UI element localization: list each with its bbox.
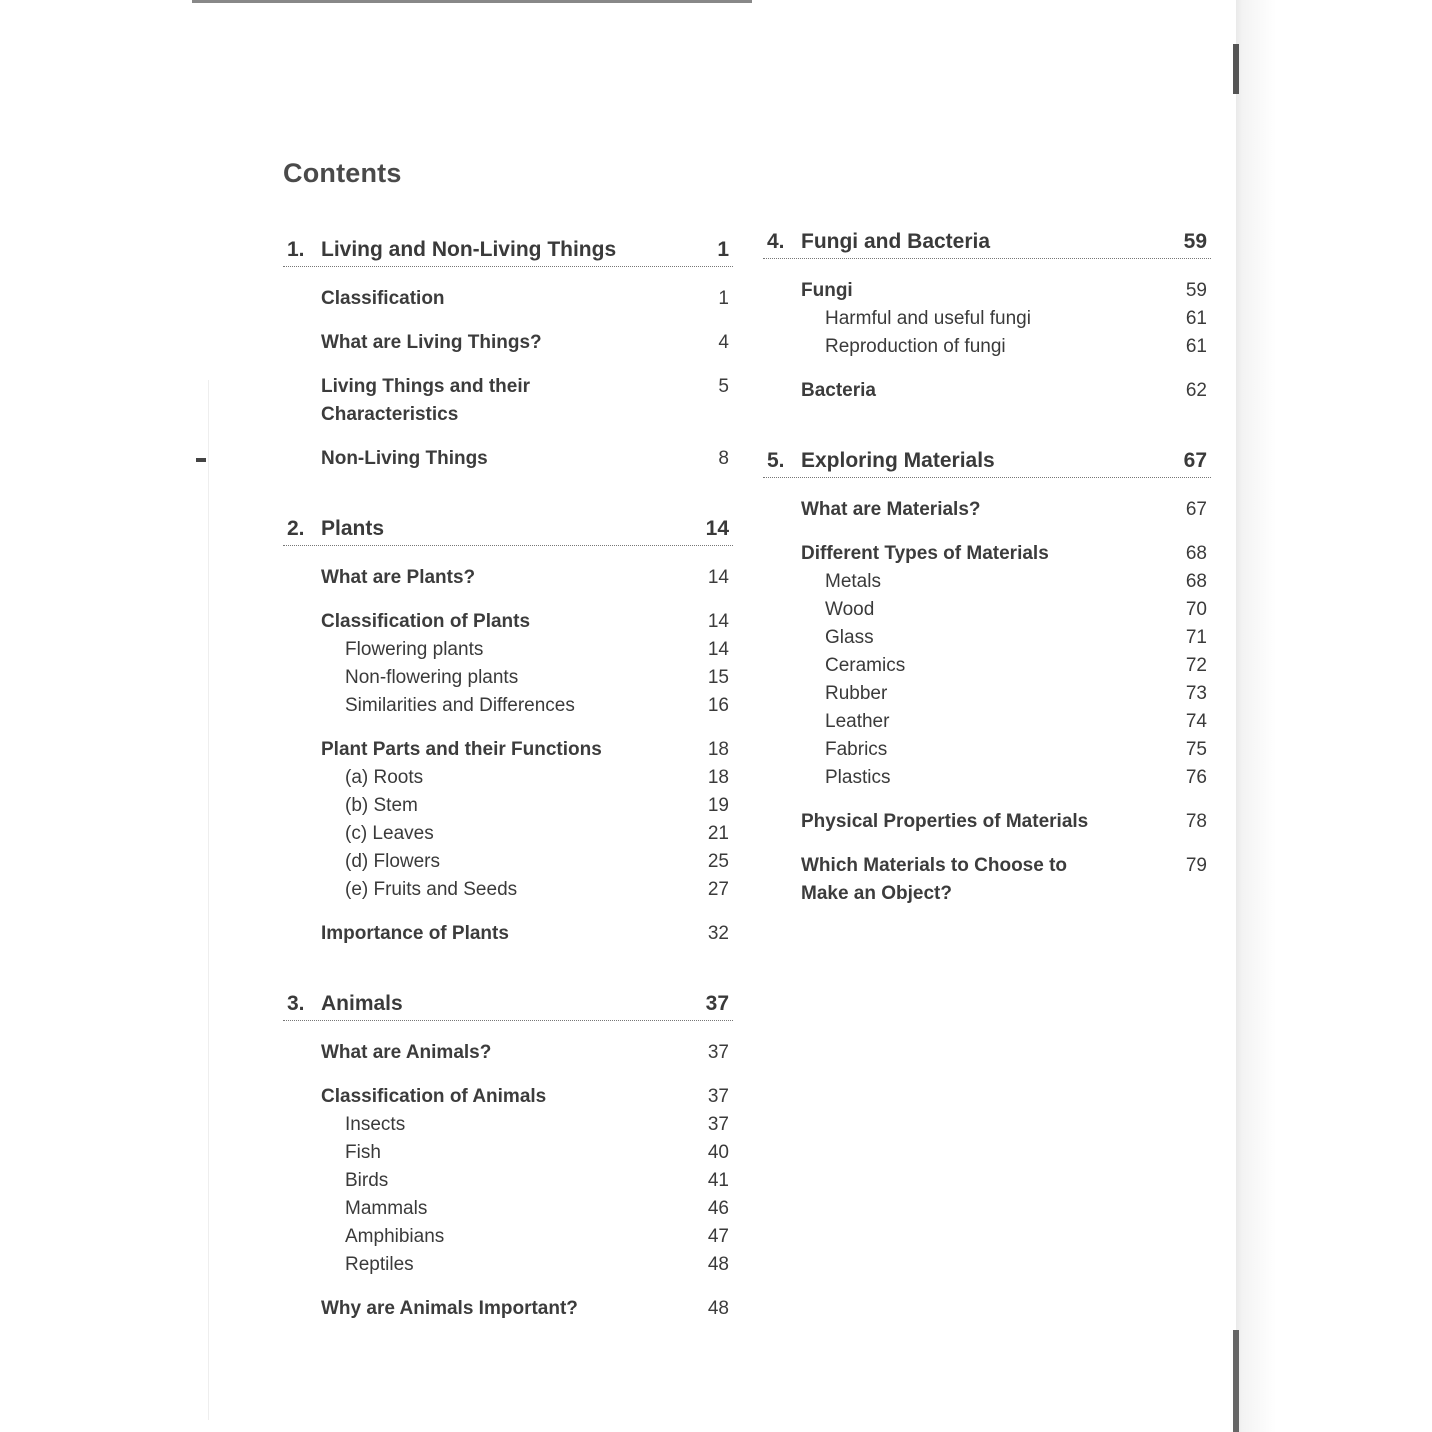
subtopic-label: Rubber [825,683,888,704]
subtopic-label: Non-flowering plants [345,667,519,688]
topic-page-number: 48 [707,1298,729,1319]
chapter-topics [763,478,1211,908]
topic-label: Classification [321,288,445,309]
subtopic-entry[interactable] [763,680,1211,708]
topic-page-number: 37 [707,1086,729,1107]
book-spine-shadow-top [1233,44,1239,94]
chapter-page-number: 14 [705,517,729,540]
scan-top-rule [192,0,752,3]
subtopic-page-number: 61 [1185,308,1207,329]
subtopic-page-number: 16 [707,695,729,716]
toc-topic [763,377,1211,405]
topic-page-number: 14 [707,611,729,632]
topic-entry[interactable] [283,1083,733,1111]
subtopic-entry[interactable] [763,764,1211,792]
topic-entry[interactable] [283,1039,733,1067]
subtopic-page-number: 40 [707,1142,729,1163]
subtopic-label: Plastics [825,767,891,788]
topic-page-number: 8 [718,448,729,469]
toc-chapter [283,238,733,473]
topic-entry[interactable] [283,1295,733,1323]
chapter-page-number: 1 [717,238,729,261]
subtopic-entry[interactable] [283,1223,733,1251]
subtopic-page-number: 68 [1185,571,1207,592]
chapter-number: 2. [287,517,305,540]
subtopic-label: Metals [825,571,881,592]
topic-label: Which Materials to Choose to Make an Object? [801,855,1068,904]
subtopic-label: Reproduction of fungi [825,336,1006,357]
subtopic-entry[interactable] [283,664,733,692]
subtopic-page-number: 47 [707,1226,729,1247]
chapter-name: Plants [321,517,385,540]
chapter-name: Exploring Materials [801,449,995,472]
topic-entry[interactable] [283,329,733,357]
topic-page-number: 79 [1185,855,1207,876]
subtopic-label: (d) Flowers [345,851,441,872]
subtopic-page-number: 46 [707,1198,729,1219]
toc-topic [283,608,733,720]
subtopic-entry[interactable] [283,636,733,664]
subtopic-entry[interactable] [283,792,733,820]
subtopic-page-number: 61 [1185,336,1207,357]
toc-topic [283,920,733,948]
chapter-number: 5. [767,449,785,472]
subtopic-label: Similarities and Differences [345,695,575,716]
subtopic-label: (b) Stem [345,795,418,816]
topic-page-number: 1 [718,288,729,309]
chapter-topics [763,259,1211,405]
subtopic-label: Harmful and useful fungi [825,308,1031,329]
chapter-title-group [287,238,616,262]
chapter-page-number: 59 [1183,230,1207,253]
subtopic-entry[interactable] [763,333,1211,361]
toc-topic [763,852,1211,908]
chapter-page-number: 67 [1183,449,1207,472]
chapter-topics [283,267,733,473]
subtopic-entry[interactable] [283,692,733,720]
chapter-number: 4. [767,230,785,253]
chapter-heading[interactable] [283,517,733,546]
toc-topic [283,1039,733,1067]
toc-topic [283,373,733,429]
subtopic-entry[interactable] [283,1251,733,1279]
chapter-title-group [767,230,990,254]
book-spine-shadow-bottom [1233,1330,1239,1432]
subtopic-entry[interactable] [283,876,733,904]
subtopic-entry[interactable] [283,820,733,848]
topic-label: Physical Properties of Materials [801,811,1089,832]
toc-left-column [283,238,733,1367]
topic-label: What are Materials? [801,499,981,520]
topic-label: What are Plants? [321,567,476,588]
toc-topic [283,329,733,357]
subtopic-page-number: 72 [1185,655,1207,676]
topic-label: What are Living Things? [321,332,542,353]
topic-page-number: 59 [1185,280,1207,301]
topic-entry[interactable] [763,377,1211,405]
subtopic-page-number: 73 [1185,683,1207,704]
subtopic-label: Ceramics [825,655,906,676]
subtopic-label: Wood [825,599,875,620]
toc-right-column [763,230,1211,952]
topic-label: What are Animals? [321,1042,492,1063]
subtopic-entry[interactable] [283,1167,733,1195]
toc-topic [763,277,1211,361]
subtopic-label: Reptiles [345,1254,414,1275]
subtopic-page-number: 18 [707,767,729,788]
subtopic-entry[interactable] [283,1111,733,1139]
topic-page-number: 67 [1185,499,1207,520]
subtopic-entry[interactable] [283,764,733,792]
chapter-topics [283,1021,733,1323]
subtopic-entry[interactable] [763,652,1211,680]
topic-page-number: 32 [707,923,729,944]
topic-page-number: 5 [718,376,729,397]
subtopic-entry[interactable] [763,305,1211,333]
toc-topic [283,285,733,313]
chapter-heading[interactable] [763,449,1211,478]
toc-chapter [283,992,733,1323]
topic-label: Importance of Plants [321,923,509,944]
topic-entry[interactable] [283,564,733,592]
chapter-number: 1. [287,238,305,261]
subtopic-label: (a) Roots [345,767,424,788]
topic-label: Living Things and their Characteristics [321,376,530,425]
subtopic-entry[interactable] [283,1195,733,1223]
chapter-title-group [767,449,995,473]
subtopic-page-number: 41 [707,1170,729,1191]
topic-page-number: 14 [707,567,729,588]
book-page-edge [1236,0,1432,1432]
topic-entry[interactable] [763,496,1211,524]
chapter-heading[interactable] [763,230,1211,259]
subtopic-page-number: 74 [1185,711,1207,732]
subtopic-label: Flowering plants [345,639,484,660]
topic-page-number: 78 [1185,811,1207,832]
subtopic-label: Birds [345,1170,389,1191]
subtopic-page-number: 25 [707,851,729,872]
scan-faint-line [208,380,209,1420]
subtopic-entry[interactable] [283,848,733,876]
topic-label: Why are Animals Important? [321,1298,578,1319]
topic-label: Classification of Plants [321,611,531,632]
subtopic-page-number: 14 [707,639,729,660]
topic-page-number: 4 [718,332,729,353]
topic-label: Different Types of Materials [801,543,1049,564]
subtopic-label: (e) Fruits and Seeds [345,879,518,900]
topic-entry[interactable] [763,277,1211,305]
chapter-heading[interactable] [283,238,733,267]
topic-entry[interactable] [283,285,733,313]
toc-topic [283,736,733,904]
chapter-name: Living and Non-Living Things [321,238,617,261]
topic-entry[interactable] [763,540,1211,568]
topic-entry[interactable] [283,373,733,429]
toc-topic [283,1083,733,1279]
subtopic-entry[interactable] [283,1139,733,1167]
chapter-heading[interactable] [283,992,733,1021]
subtopic-label: Leather [825,711,890,732]
chapter-name: Fungi and Bacteria [801,230,991,253]
topic-entry[interactable] [763,808,1211,836]
topic-entry[interactable] [763,852,1211,908]
subtopic-page-number: 71 [1185,627,1207,648]
subtopic-page-number: 75 [1185,739,1207,760]
chapter-title-group [287,992,403,1016]
subtopic-label: Insects [345,1114,406,1135]
contents-title: Contents [283,158,402,188]
chapter-topics [283,546,733,948]
toc-topic [763,808,1211,836]
topic-label: Classification of Animals [321,1086,547,1107]
topic-label: Fungi [801,280,853,301]
chapter-page-number: 37 [705,992,729,1015]
subtopic-page-number: 19 [707,795,729,816]
subtopic-page-number: 70 [1185,599,1207,620]
topic-entry[interactable] [283,736,733,764]
subtopic-label: Fabrics [825,739,888,760]
topic-entry[interactable] [283,920,733,948]
chapter-number: 3. [287,992,305,1015]
chapter-name: Animals [321,992,403,1015]
toc-topic [283,564,733,592]
topic-page-number: 68 [1185,543,1207,564]
subtopic-page-number: 48 [707,1254,729,1275]
toc-chapter [283,517,733,948]
topic-label: Bacteria [801,380,876,401]
topic-page-number: 37 [707,1042,729,1063]
toc-chapter [763,230,1211,405]
scan-margin-mark [196,458,206,462]
toc-topic [763,496,1211,524]
toc-topic [283,445,733,473]
toc-chapter [763,449,1211,908]
chapter-title-group [287,517,384,541]
subtopic-page-number: 15 [707,667,729,688]
subtopic-label: (c) Leaves [345,823,434,844]
topic-page-number: 62 [1185,380,1207,401]
topic-entry[interactable] [283,608,733,636]
subtopic-label: Glass [825,627,874,648]
toc-topic [283,1295,733,1323]
subtopic-entry[interactable] [763,624,1211,652]
topic-label: Plant Parts and their Functions [321,739,602,760]
subtopic-label: Amphibians [345,1226,445,1247]
subtopic-page-number: 37 [707,1114,729,1135]
subtopic-entry[interactable] [763,568,1211,596]
topic-entry[interactable] [283,445,733,473]
subtopic-entry[interactable] [763,708,1211,736]
subtopic-page-number: 27 [707,879,729,900]
subtopic-page-number: 76 [1185,767,1207,788]
topic-label: Non-Living Things [321,448,488,469]
toc-topic [763,540,1211,792]
subtopic-label: Mammals [345,1198,428,1219]
topic-page-number: 18 [707,739,729,760]
subtopic-entry[interactable] [763,736,1211,764]
subtopic-label: Fish [345,1142,381,1163]
subtopic-entry[interactable] [763,596,1211,624]
subtopic-page-number: 21 [707,823,729,844]
